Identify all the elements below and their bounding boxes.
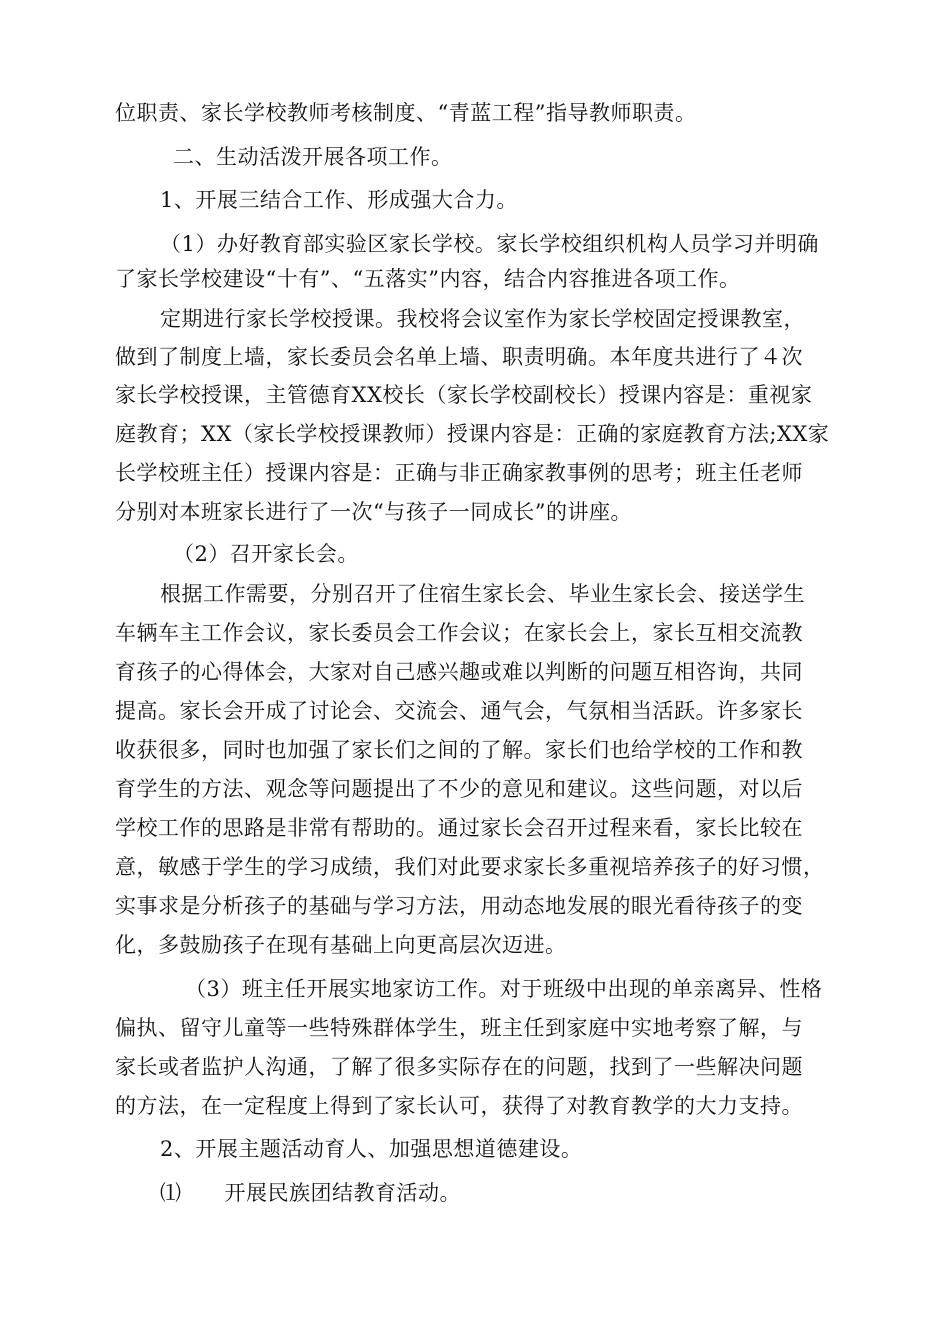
subsection-heading: （2）召开家长会。 <box>173 542 359 566</box>
text-line: 提高。家长会开成了讨论会、交流会、通气会，气氛相当活跃。许多家长 <box>115 699 803 723</box>
text-line: 学校工作的思路是非常有帮助的。通过家长会召开过程来看，家长比较在 <box>115 816 803 840</box>
text-line: 做到了制度上墙，家长委员会名单上墙、职责明确。本年度共进行了４次 <box>115 345 803 369</box>
text-line: （3）班主任开展实地家访工作。对于班级中出现的单亲离异、性格 <box>185 977 823 1001</box>
text-line: 位职责、家长学校教师考核制度、“青蓝工程”指导教师职责。 <box>115 101 697 125</box>
text-line: （1）办好教育部实验区家长学校。家长学校组织机构人员学习并明确 <box>160 232 819 256</box>
text-line: 家长学校授课，主管德育XX校长（家长学校副校长）授课内容是：重视家 <box>115 383 813 407</box>
subsection-heading: 1、开展三结合工作、形成强大合力。 <box>160 188 518 212</box>
text-line: 育孩子的心得体会，大家对自己感兴趣或难以判断的问题互相咨询，共同 <box>115 660 803 684</box>
text-line: 收获很多，同时也加强了家长们之间的了解。家长们也给学校的工作和教 <box>115 738 803 762</box>
text-line: 定期进行家长学校授课。我校将会议室作为家长学校固定授课教室， <box>160 307 805 331</box>
list-item: ⑴ 开展民族团结教育活动。 <box>160 1181 461 1205</box>
text-line: 根据工作需要，分别召开了住宿生家长会、毕业生家长会、接送学生 <box>160 582 805 606</box>
text-line: 育学生的方法、观念等问题提出了不少的意见和建议。这些问题，对以后 <box>115 777 803 801</box>
text-line: 实事求是分析孩子的基础与学习方法，用动态地发展的眼光看待孩子的变 <box>115 894 803 918</box>
text-line: 分别对本班家长进行了一次“与孩子一同成长”的讲座。 <box>115 500 632 524</box>
section-heading: 二、生动活泼开展各项工作。 <box>173 145 453 169</box>
text-line: 庭教育；XX（家长学校授课教师）授课内容是：正确的家庭教育方法;XX家 <box>115 422 830 446</box>
text-line: 的方法，在一定程度上得到了家长认可，获得了对教育教学的大力支持。 <box>115 1094 803 1118</box>
text-line: 了家长学校建设“十有”、“五落实”内容，结合内容推进各项工作。 <box>115 267 741 291</box>
text-line: 偏执、留守儿童等一些特殊群体学生，班主任到家庭中实地考察了解，与 <box>115 1016 803 1040</box>
subsection-heading: 2、开展主题活动育人、加强思想道德建设。 <box>160 1137 583 1161</box>
text-line: 长学校班主任）授课内容是：正确与非正确家教事例的思考；班主任老师 <box>115 461 803 485</box>
text-line: 意，敏感于学生的学习成绩，我们对此要求家长多重视培养孩子的好习惯， <box>115 855 825 879</box>
text-line: 化，多鼓励孩子在现有基础上向更高层次迈进。 <box>115 933 567 957</box>
text-line: 家长或者监护人沟通，了解了很多实际存在的问题，找到了一些解决问题 <box>115 1055 803 1079</box>
text-line: 车辆车主工作会议，家长委员会工作会议；在家长会上，家长互相交流教 <box>115 621 803 645</box>
